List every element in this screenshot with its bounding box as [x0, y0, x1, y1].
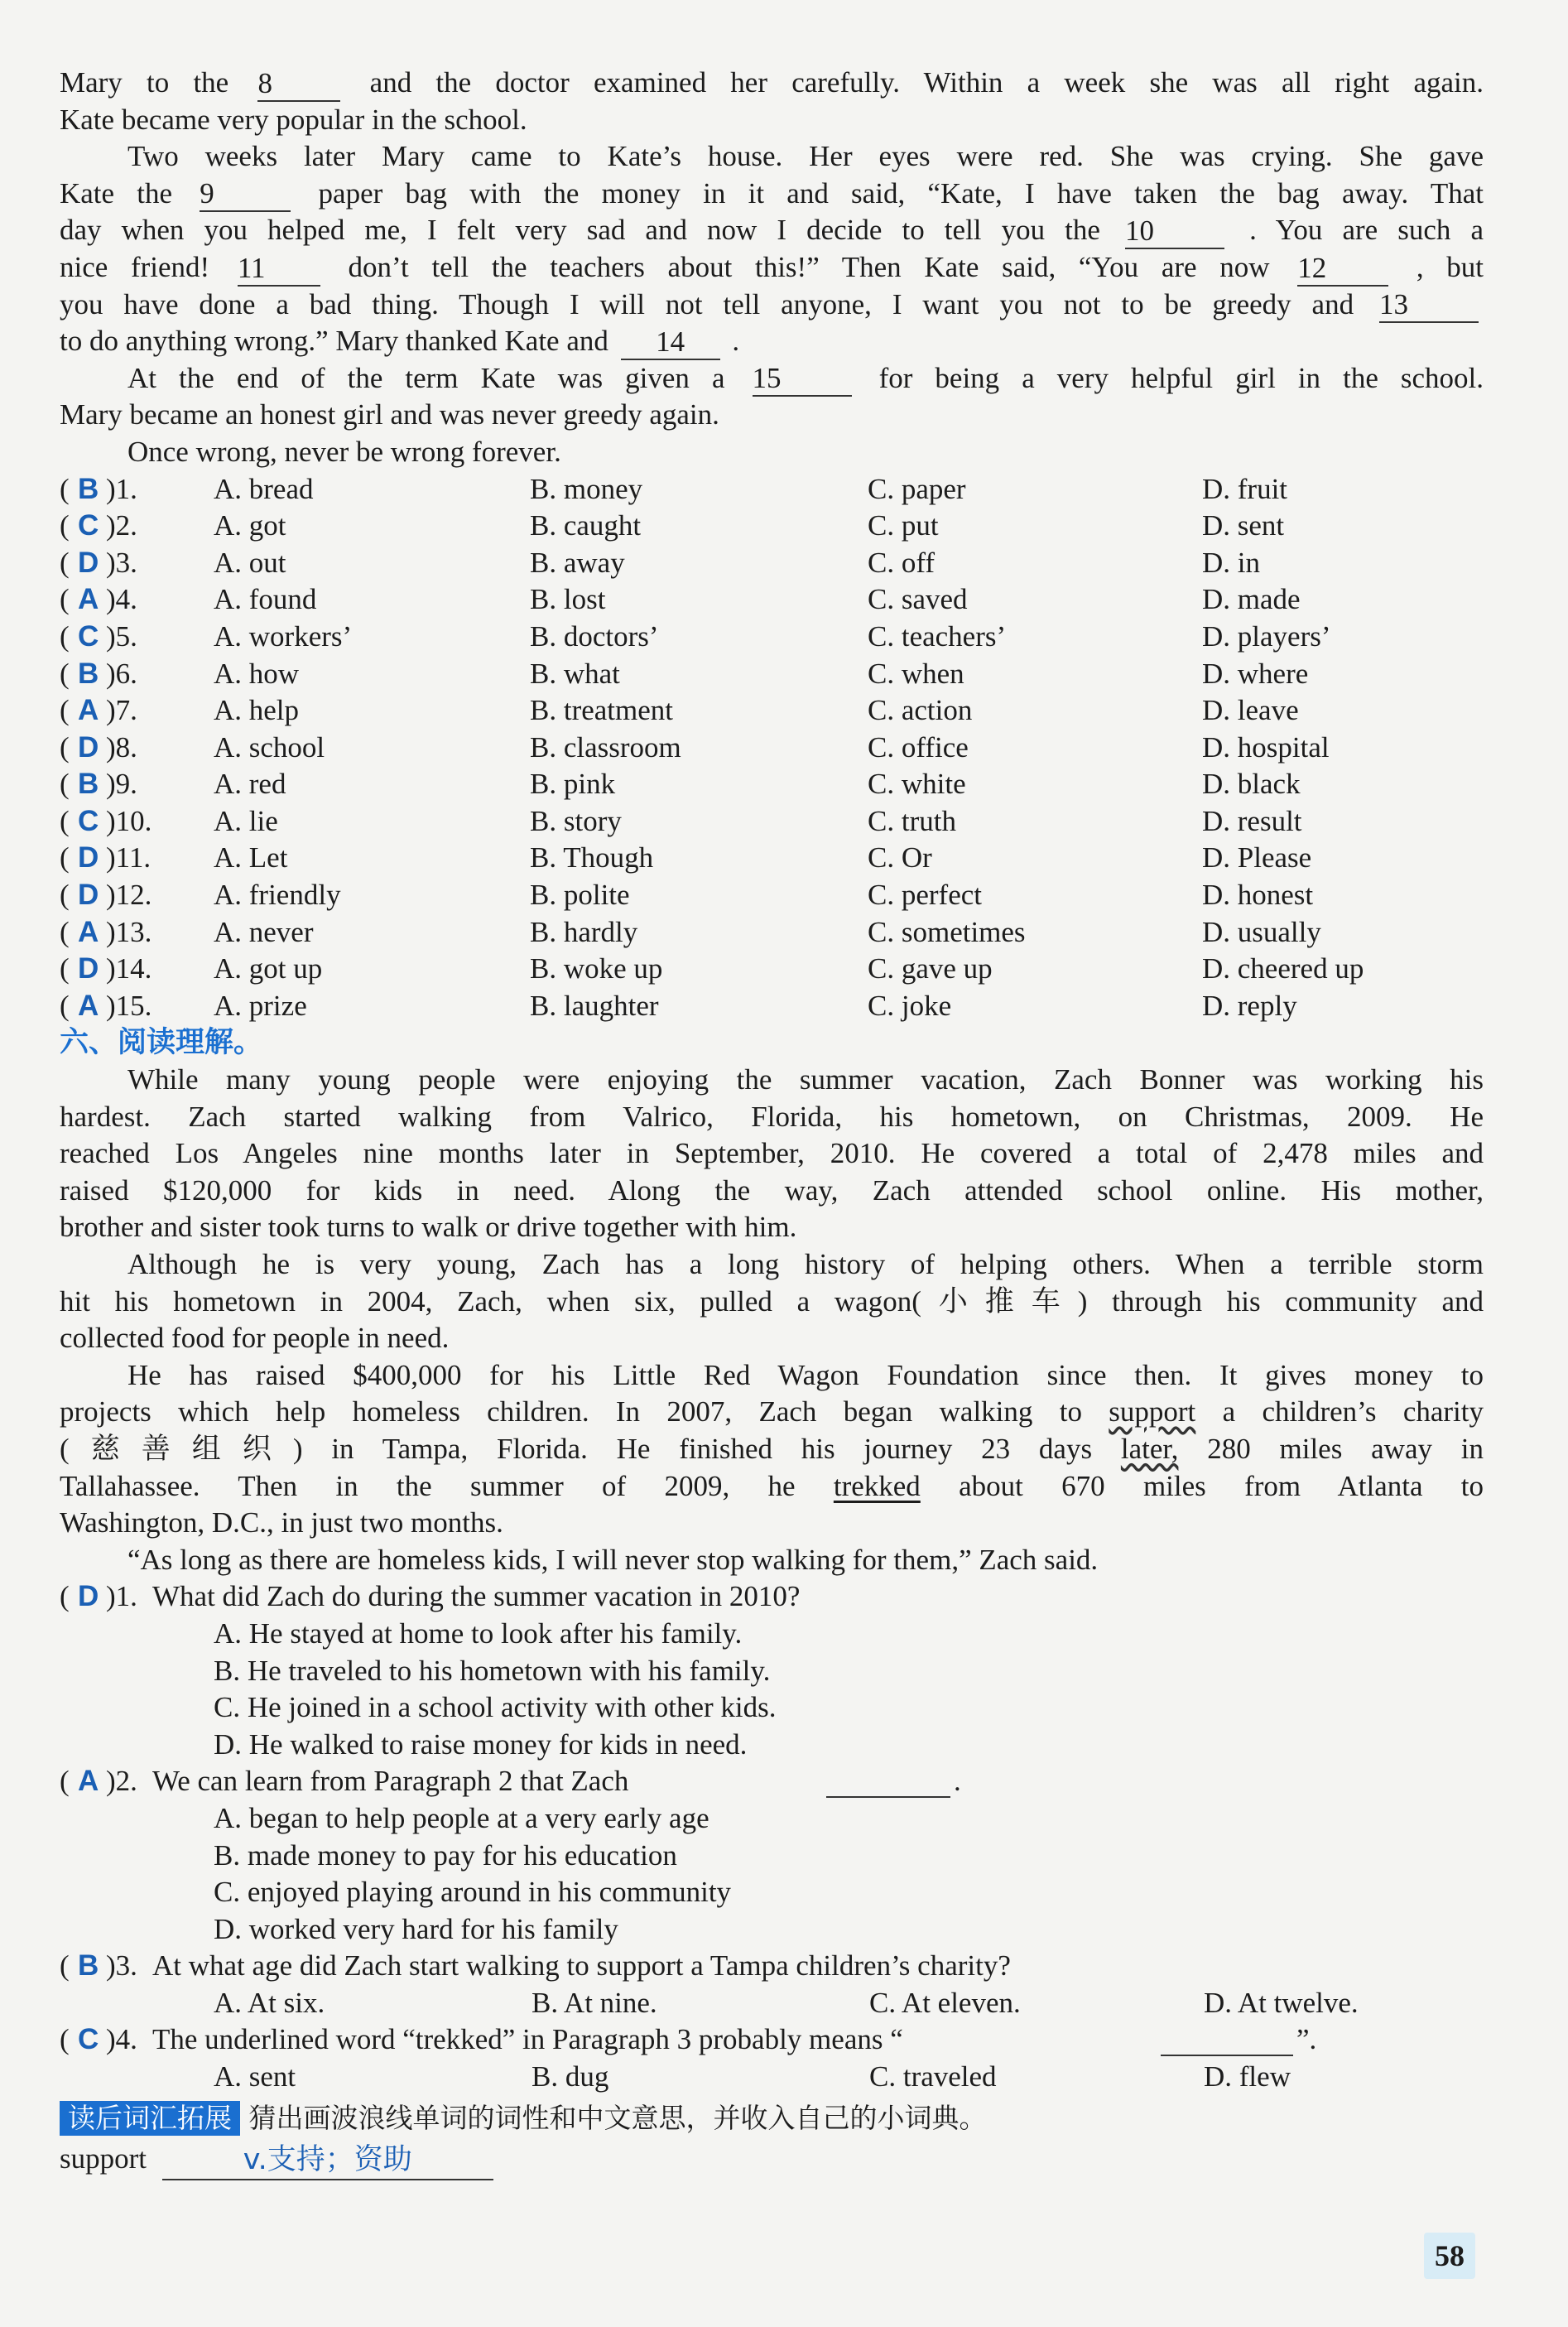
passage-line	[60, 287, 1484, 324]
cloze-question-row	[60, 581, 1484, 619]
passage-line	[60, 1431, 1484, 1468]
question-number: )3.	[106, 1949, 137, 1983]
option-b: B. doctors’	[530, 619, 659, 653]
passage-text: don’t tell the teachers about this!” Then Kate said, “You are now	[348, 250, 1270, 283]
passage-text: to do anything wrong.” Mary thanked Kate and	[60, 325, 608, 358]
blank-14: 14	[621, 325, 720, 360]
option-b: B. lost	[530, 583, 606, 616]
cloze-question-list	[60, 471, 1484, 1025]
cloze-question-row	[60, 692, 1484, 730]
option-d: D. leave	[1202, 694, 1299, 727]
option-b: B. At nine.	[531, 1986, 657, 2019]
option-c: C. put	[868, 509, 939, 542]
blank-9: 9	[200, 177, 291, 212]
passage-text: 280 miles away in	[1207, 1432, 1484, 1465]
vocab-extension	[60, 2099, 1484, 2137]
question-stem: At what age did Zach start walking to support a Tampa children’s charity?	[152, 1949, 1011, 1983]
paren: (	[60, 841, 70, 874]
passage-line	[60, 323, 1484, 360]
question-number: )11.	[106, 841, 152, 874]
option-d: D. black	[1202, 768, 1301, 801]
passage-line	[60, 249, 1484, 287]
question-number: )2.	[106, 1765, 137, 1798]
option-a: A. got up	[214, 952, 323, 985]
blank-10: 10	[1125, 214, 1224, 249]
wavy-word-later: later,	[1120, 1432, 1179, 1465]
paren: (	[60, 1580, 70, 1613]
option-c: C. sometimes	[868, 915, 1026, 948]
passage-text: a children’s charity	[1222, 1395, 1484, 1428]
question-number: )1.	[106, 472, 137, 505]
option-d: D. where	[1202, 657, 1309, 690]
passage-text: about 670 miles from Atlanta to	[959, 1469, 1484, 1502]
option-a: A. bread	[214, 472, 314, 505]
answer-blank	[1161, 2021, 1293, 2056]
passage-text: . You are such a	[1249, 214, 1484, 247]
passage-line: Although he is very young, Zach has a long history of helping others. When a terrible storm	[127, 1248, 1484, 1280]
question-number: )5.	[106, 619, 137, 653]
cloze-question-row	[60, 545, 1484, 582]
question-number: )4.	[106, 583, 137, 616]
answer-letter: C	[78, 509, 99, 542]
question-number: )9.	[106, 768, 137, 801]
option: B. made money to pay for his education	[214, 1838, 677, 1872]
passage-text: Mary to the	[60, 66, 229, 99]
option-a: A. found	[214, 583, 317, 616]
blank-15: 15	[753, 362, 852, 397]
answer-letter: D	[78, 841, 99, 874]
cloze-question-row	[60, 914, 1484, 952]
passage-line: hit his hometown in 2004, Zach, when six, pulled a wagon(小推车) through his community and	[60, 1284, 1484, 1318]
paren: (	[60, 1949, 70, 1983]
paren: (	[60, 804, 70, 837]
option-d: D. fruit	[1202, 472, 1288, 505]
question-number: )7.	[106, 694, 137, 727]
passage-text: projects which help homeless children. In 2007, Zach began walking to	[60, 1395, 1082, 1428]
option-b: B. laughter	[530, 989, 659, 1022]
cloze-question-row	[60, 803, 1484, 841]
option-b: B. story	[530, 804, 622, 837]
cloze-question-row	[60, 656, 1484, 693]
option-d: D. in	[1202, 546, 1260, 579]
answer-letter: D	[78, 952, 99, 985]
paren: (	[60, 915, 70, 948]
option: C. enjoyed playing around in his community	[214, 1876, 732, 1909]
option-a: A. how	[214, 657, 300, 690]
paren: (	[60, 472, 70, 505]
paren: (	[60, 2023, 70, 2056]
page-number: 58	[1424, 2233, 1475, 2279]
answer-letter: A	[78, 694, 99, 727]
option-a: A. help	[214, 694, 300, 727]
reading-paragraph-4: “As long as there are homeless kids, I will never stop walking for them,” Zach said.	[127, 1543, 1099, 1576]
question-number: )1.	[106, 1580, 137, 1613]
passage-text: .	[732, 325, 740, 358]
option-b: B. money	[530, 472, 643, 505]
passage-line: Two weeks later Mary came to Kate’s house. Her eyes were red. She was crying. She gave	[127, 140, 1484, 173]
passage-line: collected food for people in need.	[60, 1322, 450, 1355]
passage-text: Tallahassee. Then in the summer of 2009, he	[60, 1469, 796, 1502]
option-d: D. sent	[1202, 509, 1285, 542]
cloze-question-row	[60, 619, 1484, 656]
question-stem: The underlined word “trekked” in Paragraph 3 probably means “	[152, 2023, 903, 2056]
stem-end: ”.	[1296, 2023, 1317, 2056]
vocab-instruction: 猜出画波浪线单词的词性和中文意思，并收入自己的小词典。	[248, 2101, 987, 2134]
option-c: C. At eleven.	[869, 1986, 1021, 2019]
passage-line	[60, 1468, 1484, 1506]
option-d: D. result	[1202, 804, 1302, 837]
option-a: A. sent	[214, 2060, 296, 2093]
answer-letter: A	[78, 989, 99, 1022]
underlined-word-trekked: trekked	[833, 1469, 921, 1502]
reading-paragraph-3	[60, 1357, 1484, 1542]
option-a: A. workers’	[214, 619, 353, 653]
answer-letter: D	[78, 879, 99, 912]
reading-question-2	[60, 1763, 1484, 1800]
cloze-question-row	[60, 951, 1484, 988]
option-row	[60, 1985, 1484, 2022]
paren: (	[60, 694, 70, 727]
stem-end: .	[954, 1765, 961, 1798]
paren: (	[60, 879, 70, 912]
cloze-question-row	[60, 766, 1484, 803]
option-d: D. At twelve.	[1204, 1986, 1359, 2019]
answer-letter: A	[78, 583, 99, 616]
question-number: )2.	[106, 509, 137, 542]
passage-line: Washington, D.C., in just two months.	[60, 1506, 503, 1539]
option-d: D. Please	[1202, 841, 1312, 874]
paren: (	[60, 1765, 70, 1798]
wavy-word-support: support	[1109, 1395, 1196, 1428]
question-number: )3.	[106, 546, 137, 579]
answer-letter: D	[78, 1580, 99, 1613]
answer-letter: C	[78, 804, 99, 837]
paren: (	[60, 546, 70, 579]
cloze-question-row	[60, 730, 1484, 767]
paren: (	[60, 657, 70, 690]
passage-line	[60, 360, 1484, 397]
cloze-question-row	[60, 471, 1484, 508]
option-c: C. truth	[868, 804, 956, 837]
option-d: D. usually	[1202, 915, 1321, 948]
paren: (	[60, 619, 70, 653]
passage-line: Once wrong, never be wrong forever.	[127, 435, 561, 468]
passage-line: While many young people were enjoying the summer vacation, Zach Bonner was working his	[127, 1063, 1484, 1096]
option: C. He joined in a school activity with other kids.	[214, 1691, 777, 1724]
option-a: A. red	[214, 768, 286, 801]
option-b: B. polite	[530, 879, 630, 912]
paren: (	[60, 768, 70, 801]
option-c: C. when	[868, 657, 964, 690]
passage-text: for being a very helpful girl in the school.	[878, 361, 1484, 394]
option-d: D. flew	[1204, 2060, 1291, 2093]
option-row	[60, 2059, 1484, 2096]
passage-text: day when you helped me, I felt very sad and now I decide to tell you the	[60, 214, 1100, 247]
question-number: )6.	[106, 657, 137, 690]
answer-letter: B	[78, 657, 99, 690]
answer-letter: B	[78, 1949, 99, 1983]
passage-line: Mary became an honest girl and was never greedy again.	[60, 398, 719, 431]
paren: (	[60, 583, 70, 616]
cloze-question-row	[60, 508, 1484, 545]
option-b: B. treatment	[530, 694, 674, 727]
option-c: C. white	[868, 768, 966, 801]
option-b: B. what	[530, 657, 620, 690]
question-stem: We can learn from Paragraph 2 that Zach	[152, 1765, 629, 1798]
vocab-answer: v.支持；资助	[243, 2142, 412, 2176]
option-a: A. never	[214, 915, 314, 948]
passage-line	[60, 176, 1484, 213]
passage-line: Kate became very popular in the school.	[60, 103, 527, 136]
option-b: B. caught	[530, 509, 642, 542]
answer-letter: D	[78, 546, 99, 579]
option: D. worked very hard for his family	[214, 1912, 618, 1945]
passage-line: raised $120,000 for kids in need. Along the way, Zach attended school online. His mother,	[60, 1173, 1484, 1207]
answer-letter: A	[78, 915, 99, 948]
option-c: C. joke	[868, 989, 952, 1022]
option-a: A. out	[214, 546, 286, 579]
blank-8: 8	[257, 67, 340, 102]
option-b: B. woke up	[530, 952, 663, 985]
passage-text: , but	[1416, 250, 1484, 283]
option-a: A. lie	[214, 804, 278, 837]
option-a: A. Let	[214, 841, 288, 874]
option-c: C. traveled	[869, 2060, 997, 2093]
vocab-answer-blank	[162, 2141, 493, 2180]
option-a: A. school	[214, 730, 325, 764]
option: A. began to help people at a very early age	[214, 1801, 709, 1834]
vocab-entry	[60, 2137, 1484, 2180]
blank-13: 13	[1379, 288, 1479, 323]
option-a: A. friendly	[214, 879, 341, 912]
reading-question-3	[60, 1948, 1484, 1985]
answer-letter: B	[78, 472, 99, 505]
question-number: )15.	[106, 989, 152, 1022]
option-b: B. Though	[530, 841, 654, 874]
passage-line	[60, 1394, 1484, 1431]
option-c: C. saved	[868, 583, 968, 616]
cloze-question-row	[60, 988, 1484, 1025]
question-number: )13.	[106, 915, 152, 948]
question-number: )4.	[106, 2023, 137, 2056]
option-a: A. prize	[214, 989, 307, 1022]
passage-line: brother and sister took turns to walk or drive together with him.	[60, 1211, 797, 1244]
option-c: C. Or	[868, 841, 932, 874]
option-a: A. got	[214, 509, 286, 542]
passage-text: nice friend!	[60, 250, 210, 283]
passage-line: hardest. Zach started walking from Valrico, Florida, his hometown, on Christmas, 2009. He	[60, 1100, 1484, 1133]
section-title: 六、阅读理解。	[60, 1026, 263, 1060]
option: A. He stayed at home to look after his family.	[214, 1616, 743, 1650]
option-c: C. gave up	[868, 952, 993, 985]
option-d: D. cheered up	[1202, 952, 1364, 985]
passage-text: and the doctor examined her carefully. Within a week she was all right again.	[369, 66, 1484, 99]
question-stem: What did Zach do during the summer vacation in 2010?	[152, 1580, 801, 1613]
passage-line: reached Los Angeles nine months later in September, 2010. He covered a total of 2,478 miles and	[60, 1137, 1484, 1170]
paren: (	[60, 509, 70, 542]
passage-text: (慈善组织) in Tampa, Florida. He finished his journey 23 days	[60, 1432, 1093, 1465]
passage-text: Kate the	[60, 176, 173, 210]
vocab-word: support	[60, 2142, 147, 2175]
option-b: B. dug	[531, 2060, 609, 2093]
option-c: C. perfect	[868, 879, 982, 912]
answer-blank	[826, 1763, 950, 1798]
answer-letter: C	[78, 619, 99, 653]
option-d: D. players’	[1202, 619, 1331, 653]
option-b: B. hardly	[530, 915, 638, 948]
option-b: B. classroom	[530, 730, 681, 764]
paren: (	[60, 730, 70, 764]
reading-paragraph-1	[60, 1062, 1484, 1246]
answer-letter: A	[78, 1765, 99, 1798]
option-c: C. paper	[868, 472, 966, 505]
reading-paragraph-2	[60, 1246, 1484, 1357]
passage-line	[60, 212, 1484, 249]
question-number: )10.	[106, 804, 152, 837]
option-a: A. At six.	[214, 1986, 325, 2019]
paren: (	[60, 952, 70, 985]
vocab-tag: 读后词汇拓展	[60, 2101, 240, 2136]
cloze-question-row	[60, 877, 1484, 914]
option-b: B. pink	[530, 768, 616, 801]
passage-line: He has raised $400,000 for his Little Red Wagon Foundation since then. It gives money to	[127, 1358, 1484, 1391]
option: D. He walked to raise money for kids in need.	[214, 1727, 748, 1761]
paren: (	[60, 989, 70, 1022]
passage-text: At the end of the term Kate was given a	[127, 361, 725, 394]
blank-11: 11	[238, 252, 320, 287]
option-c: C. off	[868, 546, 936, 579]
option-d: D. made	[1202, 583, 1301, 616]
option-d: D. honest	[1202, 879, 1314, 912]
passage-text: paper bag with the money in it and said, “Kate, I have taken the bag away. That	[318, 176, 1484, 210]
question-number: )12.	[106, 879, 152, 912]
option-d: D. reply	[1202, 989, 1297, 1022]
passage-text: you have done a bad thing. Though I will not tell anyone, I want you not to be greedy and	[60, 287, 1354, 320]
question-number: )14.	[106, 952, 152, 985]
option-c: C. action	[868, 694, 973, 727]
question-number: )8.	[106, 730, 137, 764]
option-c: C. office	[868, 730, 969, 764]
blank-12: 12	[1297, 252, 1388, 287]
option: B. He traveled to his hometown with his family.	[214, 1654, 771, 1687]
answer-letter: D	[78, 730, 99, 764]
option-c: C. teachers’	[868, 619, 1007, 653]
option-b: B. away	[530, 546, 625, 579]
answer-letter: C	[78, 2023, 99, 2056]
reading-question-4	[60, 2021, 1484, 2059]
reading-question-1	[60, 1578, 1484, 1616]
cloze-question-row	[60, 840, 1484, 877]
passage-line	[60, 65, 1484, 102]
answer-letter: B	[78, 768, 99, 801]
option-d: D. hospital	[1202, 730, 1330, 764]
content	[60, 65, 1484, 2180]
